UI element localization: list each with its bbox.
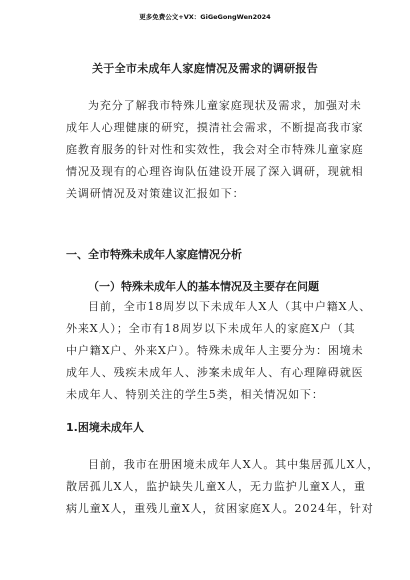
document-title: 关于全市未成年人家庭情况及需求的调研报告 xyxy=(92,62,318,75)
intro-line: 为充分了解我市特殊儿童家庭现状及需求，加强对未 xyxy=(88,99,362,112)
item-line: 病儿童X人，重残儿童X人，贫困家庭X人。2024年，针对 xyxy=(66,502,374,515)
item-line: 目前，我市在册困境未成年人X人。其中集居孤儿X人， xyxy=(88,458,380,471)
status-paragraph xyxy=(66,296,372,406)
intro-line: 庭教育服务的针对性和实效性，我会对全市特殊儿童家庭 xyxy=(66,143,364,156)
subsection-heading: （一）特殊未成年人的基本情况及主要存在问题 xyxy=(88,280,319,293)
intro-line: 情况及现有的心理咨询队伍建设开展了深入调研，现就相 xyxy=(66,165,364,178)
status-line: 成年人、残疾未成年人、涉案未成年人、有心理障碍就医 xyxy=(66,366,364,379)
item-line: 散居孤儿X人，监护缺失儿童X人，无力监护儿童X人，重 xyxy=(66,480,366,493)
item-paragraph xyxy=(66,454,380,520)
item-heading: 1.困境未成年人 xyxy=(66,421,144,434)
header-note: 更多免费公文+VX：GiGeGongWen2024 xyxy=(139,13,271,21)
intro-line: 成年人心理健康的研究，摸清社会需求，不断提高我市家 xyxy=(66,121,364,134)
status-line: 未成年人、特别关注的学生5类，相关情况如下： xyxy=(66,388,324,401)
intro-line: 关调研情况及对策建议汇报如下： xyxy=(66,187,245,200)
intro-paragraph xyxy=(66,95,364,205)
status-line: 外来X人）；全市有18周岁以下未成年人的家庭X户（其 xyxy=(66,322,356,335)
status-line: 目前，全市18周岁以下未成年人X人（其中户籍X人、 xyxy=(88,300,372,313)
section-heading: 一、全市特殊未成年人家庭情况分析 xyxy=(66,248,242,261)
status-line: 中户籍X户、外来X户）。特殊未成年人主要分为：困境未 xyxy=(66,344,364,357)
